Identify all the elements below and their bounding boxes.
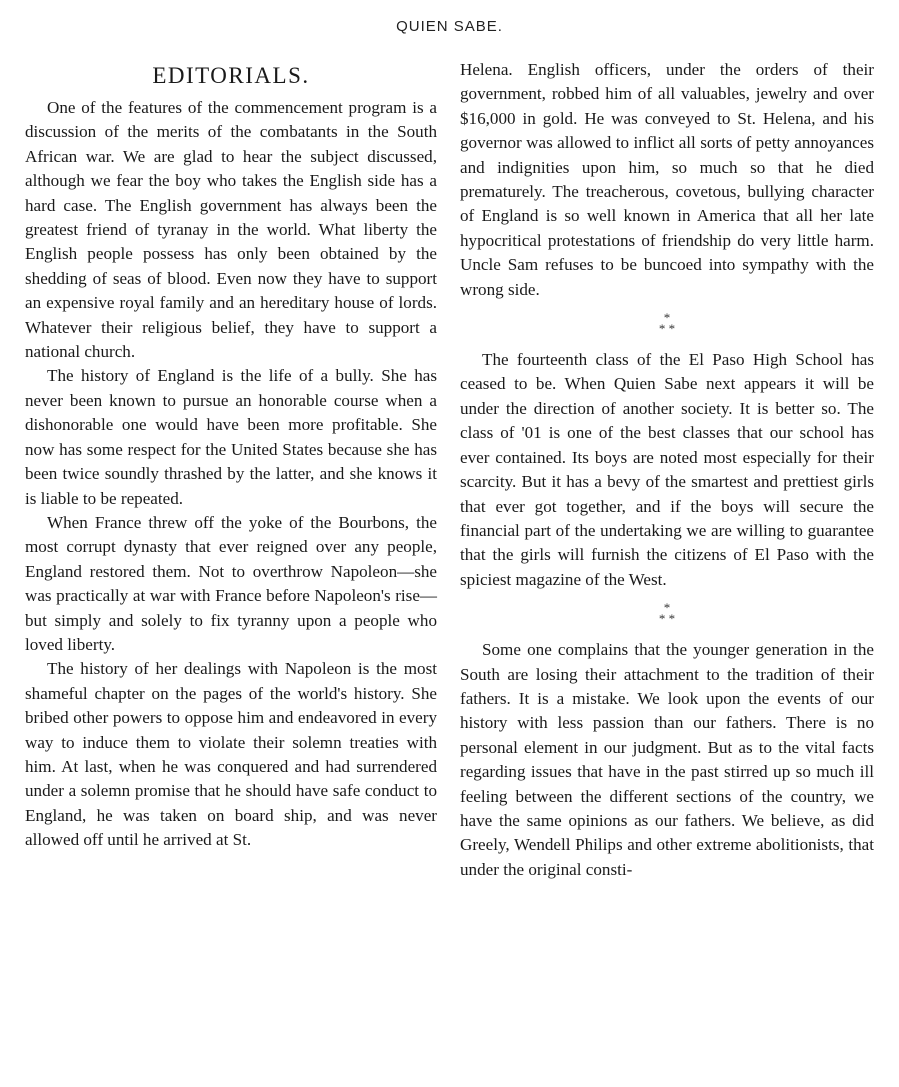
paragraph-fourteenth-class: The fourteenth class of the El Paso High School has ceased to be. When Quien Sabe next appears it will be under the direction of another society. It is better so. The class of '01 is one of the best classes that our school has ever contained. Its boys are noted most especially for their scarcity. But it has a bevy of the smartest and prettiest girls that ever got together, and if the boys will secure the financial part of the undertaking we are willing to guarantee that the girls will furnish the citizens of El Paso with the spiciest magazine of the West. <box>460 350 874 589</box>
paragraph-napoleon: The history of her dealings with Napoleon is the most shameful chapter on the pages of the world's history. She bribed other powers to oppose him and endeavored in every way to induce them to violate their solemn treaties with him. At last, when he was conquered and had surrendered under a solemn promise that he should have safe conduct to England, he was taken on board ship, and was never allowed off until he arrived at St. <box>25 659 437 850</box>
editorials-heading: EDITORIALS. <box>152 63 310 88</box>
paragraph-france-bourbons: When France threw off the yoke of the Bourbons, the most corrupt dynasty that ever reigned over any people, England restored them. Not to overthrow Napoleon—she was practically at war with France before Napoleon's rise—but simply and solely to fix tyranny upon a people who loved liberty. <box>25 512 437 654</box>
left-column <box>25 58 437 853</box>
paragraph-helena-continuation: Helena. English officers, under the orders of their government, robbed him of all valuables, jewelry and over $16,000 in gold. He was conveyed to St. Helena, and his governor was allowed to inflict all sorts of petty annoyances and indignities upon him, so much so that he died prematurely. The treacherous, covetous, bullying character of England is so well known in America that all her late hypocritical protestations of friendship do very little harm. Uncle Sam refuses to be buncoed into sympathy with the wrong side. <box>460 60 874 299</box>
asterism-separator <box>460 310 874 337</box>
paragraph-commencement: One of the features of the commencement program is a discussion of the merits of the combatants in the South African war. We are glad to hear the subject discussed, although we fear the boy who takes the English side has a hard case. The English government has always been the greatest friend of tyranay in the world. What liberty the English people possess has only been obtained by the shedding of seas of blood. Even now they have to support an expensive royal family and an hereditary house of lords. Whatever their religious belief, they have to support a national church. <box>25 98 437 362</box>
asterism-separator <box>460 600 874 627</box>
paragraph-younger-generation: Some one complains that the younger generation in the South are losing their attachment to the tradition of their fathers. It is a mistake. We look upon the events of our history with less passion than our fathers. There is no personal element in our judgment. But as to the vital facts regarding issues that have in the past stirred up so much ill feeling between the different sections of the country, we have the same opinions as our fathers. We believe, as did Greely, Wendell Philips and other extreme abolitionists, that under the original consti- <box>460 640 874 879</box>
asterism-bottom: * * <box>658 611 676 627</box>
asterism-top: * <box>663 310 671 326</box>
asterism-top: * <box>663 600 671 616</box>
running-head: QUIEN SABE. <box>396 18 503 35</box>
paragraph-history-bully: The history of England is the life of a bully. She has never been known to pursue an honorable course when a dishonorable one would have been more profitable. She now has some respect for the United States because she has been twice soundly thrashed by the latter, and she knows it is liable to be repeated. <box>25 366 437 508</box>
right-column <box>460 58 874 882</box>
asterism-bottom: * * <box>658 321 676 337</box>
